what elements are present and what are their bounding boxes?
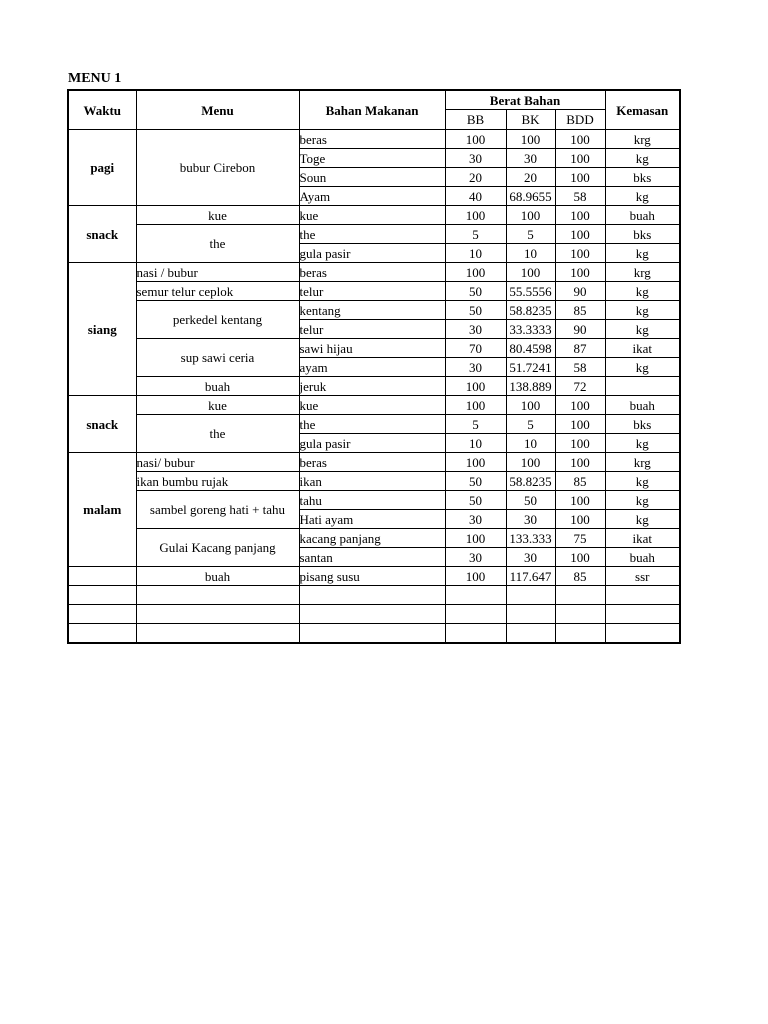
bdd-cell: 100 <box>555 149 605 168</box>
kemasan-cell: krg <box>605 453 680 472</box>
header-bdd: BDD <box>555 110 605 130</box>
bahan-cell: Ayam <box>299 187 445 206</box>
waktu-cell: snack <box>68 396 136 453</box>
menu-cell: nasi/ bubur <box>136 453 299 472</box>
bahan-cell: jeruk <box>299 377 445 396</box>
bdd-cell: 100 <box>555 130 605 149</box>
bahan-cell: Hati ayam <box>299 510 445 529</box>
kemasan-cell: kg <box>605 187 680 206</box>
bdd-cell: 100 <box>555 491 605 510</box>
menu-cell: nasi / bubur <box>136 263 299 282</box>
bahan-cell: pisang susu <box>299 567 445 586</box>
bk-cell: 30 <box>506 510 555 529</box>
kemasan-cell: bks <box>605 225 680 244</box>
waktu-cell: siang <box>68 263 136 396</box>
bdd-cell: 100 <box>555 415 605 434</box>
bahan-cell: kue <box>299 396 445 415</box>
waktu-cell <box>68 605 136 624</box>
menu-cell: sup sawi ceria <box>136 339 299 377</box>
menu-cell: the <box>136 225 299 263</box>
bb-cell: 30 <box>445 149 506 168</box>
bk-cell: 20 <box>506 168 555 187</box>
menu-cell: semur telur ceplok <box>136 282 299 301</box>
bk-cell: 51.7241 <box>506 358 555 377</box>
bk-cell: 58.8235 <box>506 472 555 491</box>
bk-cell: 30 <box>506 548 555 567</box>
header-berat-bahan: Berat Bahan <box>445 90 605 110</box>
kemasan-cell: kg <box>605 358 680 377</box>
bahan-cell: beras <box>299 263 445 282</box>
table-row <box>68 491 680 510</box>
bk-cell <box>506 586 555 605</box>
bahan-cell <box>299 586 445 605</box>
bk-cell: 30 <box>506 149 555 168</box>
bb-cell: 100 <box>445 396 506 415</box>
bdd-cell: 100 <box>555 263 605 282</box>
menu-cell: kue <box>136 396 299 415</box>
bdd-cell: 100 <box>555 453 605 472</box>
bdd-cell: 58 <box>555 358 605 377</box>
header-bb: BB <box>445 110 506 130</box>
bdd-cell: 100 <box>555 206 605 225</box>
menu-cell: Gulai Kacang panjang <box>136 529 299 567</box>
waktu-cell: pagi <box>68 130 136 206</box>
bb-cell: 100 <box>445 453 506 472</box>
bb-cell: 30 <box>445 320 506 339</box>
bdd-cell: 100 <box>555 168 605 187</box>
bk-cell: 100 <box>506 263 555 282</box>
bb-cell: 50 <box>445 282 506 301</box>
bk-cell: 68.9655 <box>506 187 555 206</box>
bahan-cell: beras <box>299 453 445 472</box>
kemasan-cell: buah <box>605 396 680 415</box>
menu-cell <box>136 605 299 624</box>
menu-cell: buah <box>136 377 299 396</box>
bk-cell: 138.889 <box>506 377 555 396</box>
bk-cell: 100 <box>506 453 555 472</box>
bk-cell: 5 <box>506 225 555 244</box>
header-bahan-makanan: Bahan Makanan <box>299 90 445 130</box>
kemasan-cell: kg <box>605 320 680 339</box>
menu-cell: sambel goreng hati + tahu <box>136 491 299 529</box>
bb-cell: 100 <box>445 130 506 149</box>
menu-cell: bubur Cirebon <box>136 130 299 206</box>
bb-cell <box>445 624 506 644</box>
menu-cell: kue <box>136 206 299 225</box>
bdd-cell: 87 <box>555 339 605 358</box>
bk-cell: 100 <box>506 130 555 149</box>
header-bk: BK <box>506 110 555 130</box>
bb-cell: 100 <box>445 263 506 282</box>
bahan-cell: Toge <box>299 149 445 168</box>
table-row <box>68 282 680 301</box>
bdd-cell: 100 <box>555 396 605 415</box>
kemasan-cell <box>605 605 680 624</box>
waktu-cell: snack <box>68 206 136 263</box>
waktu-cell <box>68 586 136 605</box>
bb-cell: 5 <box>445 415 506 434</box>
kemasan-cell: kg <box>605 282 680 301</box>
bk-cell <box>506 624 555 644</box>
menu-table <box>67 89 681 644</box>
table-row <box>68 396 680 415</box>
bdd-cell: 72 <box>555 377 605 396</box>
table-row <box>68 130 680 149</box>
bb-cell: 50 <box>445 472 506 491</box>
kemasan-cell: ssr <box>605 567 680 586</box>
menu-cell <box>136 586 299 605</box>
kemasan-cell: buah <box>605 548 680 567</box>
menu-title: MENU 1 <box>68 71 122 86</box>
bb-cell: 30 <box>445 510 506 529</box>
table-row <box>68 225 680 244</box>
waktu-cell: malam <box>68 453 136 567</box>
bahan-cell: sawi hijau <box>299 339 445 358</box>
kemasan-cell: kg <box>605 244 680 263</box>
table-row <box>68 415 680 434</box>
kemasan-cell: krg <box>605 263 680 282</box>
bk-cell: 55.5556 <box>506 282 555 301</box>
bb-cell: 5 <box>445 225 506 244</box>
bk-cell: 5 <box>506 415 555 434</box>
bahan-cell: gula pasir <box>299 244 445 263</box>
menu-cell: perkedel kentang <box>136 301 299 339</box>
waktu-cell <box>68 624 136 644</box>
bahan-cell: kue <box>299 206 445 225</box>
bb-cell: 100 <box>445 206 506 225</box>
bb-cell: 10 <box>445 244 506 263</box>
empty-row <box>68 586 680 605</box>
kemasan-cell <box>605 624 680 644</box>
bb-cell: 100 <box>445 567 506 586</box>
bdd-cell <box>555 605 605 624</box>
bdd-cell: 85 <box>555 301 605 320</box>
table-row <box>68 529 680 548</box>
header-kemasan: Kemasan <box>605 90 680 130</box>
bdd-cell: 100 <box>555 434 605 453</box>
menu-cell: ikan bumbu rujak <box>136 472 299 491</box>
kemasan-cell: kg <box>605 301 680 320</box>
bdd-cell: 90 <box>555 320 605 339</box>
kemasan-cell: bks <box>605 168 680 187</box>
kemasan-cell: krg <box>605 130 680 149</box>
bdd-cell <box>555 586 605 605</box>
bb-cell: 20 <box>445 168 506 187</box>
bahan-cell: telur <box>299 320 445 339</box>
bdd-cell: 90 <box>555 282 605 301</box>
bb-cell: 50 <box>445 301 506 320</box>
bb-cell: 30 <box>445 358 506 377</box>
empty-row <box>68 605 680 624</box>
bdd-cell: 100 <box>555 244 605 263</box>
bdd-cell: 100 <box>555 510 605 529</box>
kemasan-cell: kg <box>605 149 680 168</box>
table-row <box>68 263 680 282</box>
bdd-cell: 100 <box>555 225 605 244</box>
table-row <box>68 339 680 358</box>
kemasan-cell: kg <box>605 434 680 453</box>
bb-cell: 70 <box>445 339 506 358</box>
bb-cell: 50 <box>445 491 506 510</box>
kemasan-cell: buah <box>605 206 680 225</box>
bk-cell: 58.8235 <box>506 301 555 320</box>
bb-cell: 10 <box>445 434 506 453</box>
bahan-cell: kentang <box>299 301 445 320</box>
bahan-cell: ayam <box>299 358 445 377</box>
kemasan-cell: kg <box>605 491 680 510</box>
bahan-cell: gula pasir <box>299 434 445 453</box>
table-row <box>68 567 680 586</box>
bdd-cell: 100 <box>555 548 605 567</box>
table-row <box>68 472 680 491</box>
kemasan-cell <box>605 586 680 605</box>
table-row <box>68 453 680 472</box>
bb-cell: 100 <box>445 529 506 548</box>
bahan-cell: Soun <box>299 168 445 187</box>
bk-cell: 50 <box>506 491 555 510</box>
bahan-cell <box>299 605 445 624</box>
table-row <box>68 301 680 320</box>
bb-cell: 30 <box>445 548 506 567</box>
table-row <box>68 206 680 225</box>
bb-cell <box>445 605 506 624</box>
bahan-cell: ikan <box>299 472 445 491</box>
bk-cell: 117.647 <box>506 567 555 586</box>
bk-cell: 80.4598 <box>506 339 555 358</box>
bb-cell <box>445 586 506 605</box>
bahan-cell <box>299 624 445 644</box>
kemasan-cell: kg <box>605 510 680 529</box>
bdd-cell: 58 <box>555 187 605 206</box>
bk-cell: 10 <box>506 244 555 263</box>
bk-cell <box>506 605 555 624</box>
menu-cell: the <box>136 415 299 453</box>
waktu-cell <box>68 567 136 586</box>
bb-cell: 100 <box>445 377 506 396</box>
table-row <box>68 377 680 396</box>
menu-cell: buah <box>136 567 299 586</box>
bdd-cell: 75 <box>555 529 605 548</box>
kemasan-cell: kg <box>605 472 680 491</box>
bk-cell: 100 <box>506 206 555 225</box>
bk-cell: 100 <box>506 396 555 415</box>
bahan-cell: kacang panjang <box>299 529 445 548</box>
bahan-cell: beras <box>299 130 445 149</box>
kemasan-cell: ikat <box>605 339 680 358</box>
header-waktu: Waktu <box>68 90 136 130</box>
bahan-cell: the <box>299 225 445 244</box>
bdd-cell: 85 <box>555 472 605 491</box>
menu-cell <box>136 624 299 644</box>
bdd-cell <box>555 624 605 644</box>
header-menu: Menu <box>136 90 299 130</box>
bk-cell: 10 <box>506 434 555 453</box>
kemasan-cell: bks <box>605 415 680 434</box>
kemasan-cell: ikat <box>605 529 680 548</box>
bahan-cell: the <box>299 415 445 434</box>
bk-cell: 33.3333 <box>506 320 555 339</box>
kemasan-cell <box>605 377 680 396</box>
bahan-cell: telur <box>299 282 445 301</box>
bahan-cell: tahu <box>299 491 445 510</box>
bdd-cell: 85 <box>555 567 605 586</box>
empty-row <box>68 624 680 644</box>
bb-cell: 40 <box>445 187 506 206</box>
bahan-cell: santan <box>299 548 445 567</box>
bk-cell: 133.333 <box>506 529 555 548</box>
